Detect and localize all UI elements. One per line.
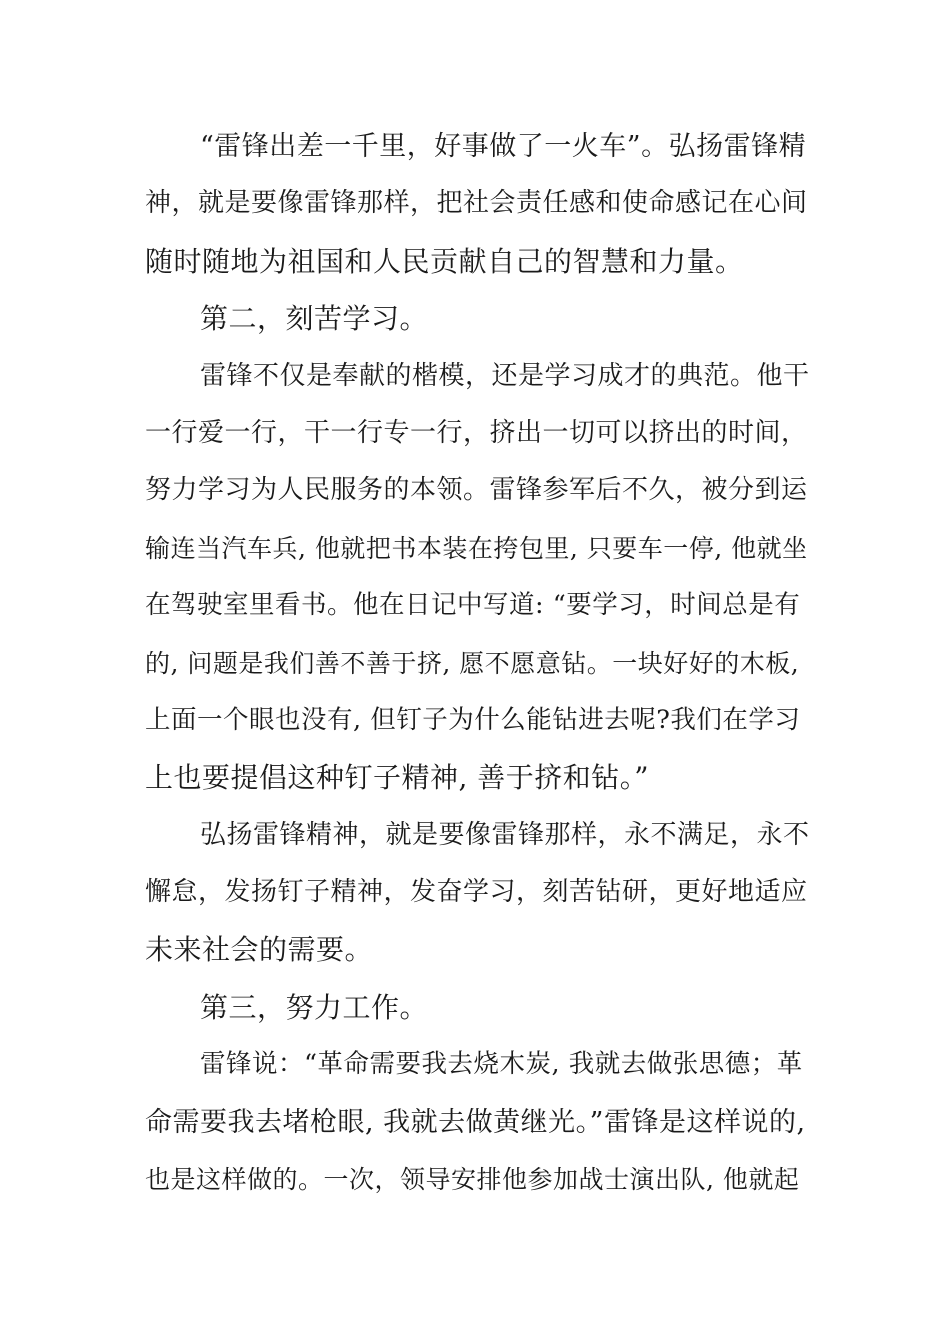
text-line: 随时随地为祖国和人民贡献自己的智慧和力量。 <box>145 244 744 278</box>
text-line: 的, 问题是我们善不善于挤, 愿不愿意钻。一块好好的木板, <box>145 648 800 678</box>
section-heading-third <box>145 979 810 1036</box>
text-line: 输连当汽车兵, 他就把书本装在挎包里, 只要车一停, 他就坐 <box>145 533 808 563</box>
text-line: 雷锋不仅是奉献的楷模，还是学习成才的典范。他干 <box>200 360 810 391</box>
text-line: 也是这样做的。一次，领导安排他参加战士演出队, 他就起 <box>145 1165 800 1195</box>
text-line: 努力学习为人民服务的本领。雷锋参军后不久，被分到运 <box>145 475 808 506</box>
text-line: 上也要提倡这种钉子精神, 善于挤和钻。” <box>145 761 650 795</box>
section-heading-second <box>145 290 810 347</box>
document-body <box>145 118 810 1208</box>
text-line: 一行爱一行，干一行专一行，挤出一切可以挤出的时间， <box>145 417 808 448</box>
section-heading: 第二，刻苦学习。 <box>200 302 429 336</box>
text-line: 命需要我去堵枪眼, 我就去做黄继光。”雷锋是这样说的, <box>145 1106 806 1138</box>
text-line: 在驾驶室里看书。他在日记中写道: “要学习，时间总是有 <box>145 590 801 621</box>
paragraph-promote-spirit <box>145 807 810 979</box>
section-heading: 第三，努力工作。 <box>200 990 429 1024</box>
text-line: 弘扬雷锋精神，就是要像雷锋那样，永不满足，永不 <box>200 819 810 850</box>
text-line: 上面一个眼也没有, 但钉子为什么能钻进去呢?我们在学习 <box>145 704 801 735</box>
text-line: 懈怠，发扬钉子精神，发奋学习，刻苦钻研，更好地适应 <box>145 877 808 908</box>
paragraph-lei-feng-business-trip <box>145 118 810 290</box>
text-line: 神，就是要像雷锋那样，把社会责任感和使命感记在心间 <box>145 188 808 219</box>
text-line: “雷锋出差一千里，好事做了一火车”。弘扬雷锋精 <box>200 131 807 162</box>
text-line: 雷锋说：“革命需要我去烧木炭, 我就去做张思德；革 <box>200 1049 803 1080</box>
paragraph-work-quote <box>145 1036 810 1208</box>
text-line: 未来社会的需要。 <box>145 933 374 967</box>
paragraph-study-model <box>145 348 810 807</box>
